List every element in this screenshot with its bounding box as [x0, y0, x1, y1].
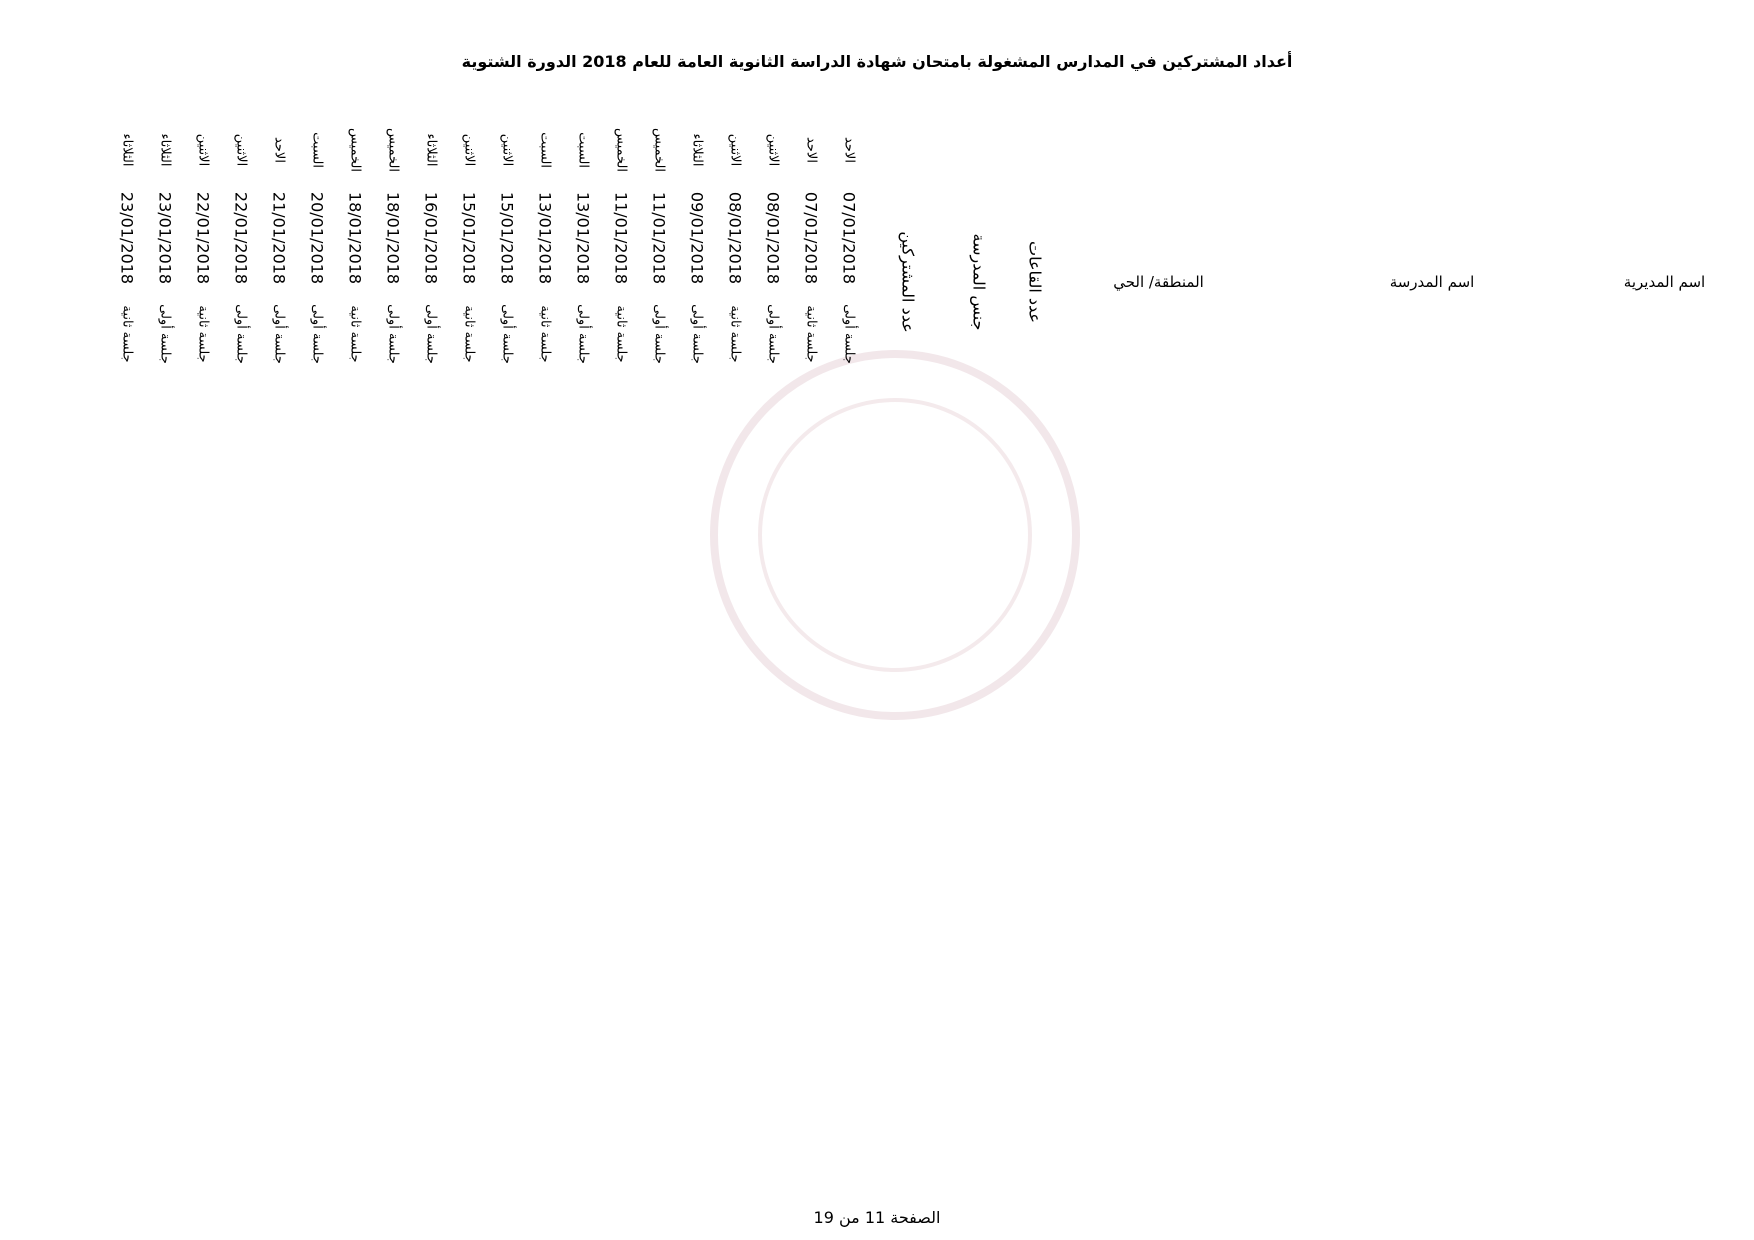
session-date-header	[602, 185, 640, 290]
session-date-header-text: 08/01/2018	[763, 191, 783, 284]
session-day-header-text: الخميس	[347, 128, 363, 172]
session-number-header-text: جلسة ثانية	[195, 305, 211, 363]
session-date-header-text: 20/01/2018	[307, 191, 327, 284]
gender-header	[948, 185, 1010, 378]
session-number-header-text: جلسة أولى	[423, 304, 439, 364]
session-day-header	[640, 115, 678, 185]
session-date-header	[526, 185, 564, 290]
halls-header	[1010, 185, 1060, 378]
session-day-header	[830, 115, 868, 185]
session-day-header-text: الاثنين	[765, 133, 781, 167]
session-day-header	[108, 115, 146, 185]
session-day-header-text: الخميس	[613, 128, 629, 172]
session-day-header-text: الاحد	[803, 137, 819, 163]
session-date-header-text: 23/01/2018	[117, 191, 137, 284]
session-date-header-text: 23/01/2018	[155, 191, 175, 284]
session-number-header-text: جلسة أولى	[841, 304, 857, 364]
page-footer: الصفحة 11 من 19	[813, 1208, 941, 1227]
session-day-header	[678, 115, 716, 185]
session-day-header	[488, 115, 526, 185]
session-number-header	[336, 290, 374, 378]
session-day-header-text: الاثنين	[233, 133, 249, 167]
session-number-header	[602, 290, 640, 378]
session-day-header	[336, 115, 374, 185]
session-date-header-text: 13/01/2018	[535, 191, 555, 284]
session-number-header	[564, 290, 602, 378]
session-date-header	[336, 185, 374, 290]
session-day-header-text: السبت	[537, 132, 553, 168]
session-number-header-text: جلسة أولى	[233, 304, 249, 364]
session-date-header-text: 18/01/2018	[383, 191, 403, 284]
session-number-header-text: جلسة أولى	[157, 304, 173, 364]
session-date-header-text: 22/01/2018	[193, 191, 213, 284]
session-date-header-text: 11/01/2018	[649, 191, 669, 284]
session-number-header	[222, 290, 260, 378]
session-day-header-text: الاحد	[841, 137, 857, 163]
session-number-header-text: جلسة ثانية	[803, 305, 819, 363]
session-number-header-text: جلسة أولى	[271, 304, 287, 364]
session-date-header-text: 07/01/2018	[839, 191, 859, 284]
session-day-header	[716, 115, 754, 185]
session-day-header-text: الثلاثاء	[689, 133, 705, 167]
session-date-header	[488, 185, 526, 290]
session-number-header-text: جلسة ثانية	[613, 305, 629, 363]
session-number-header	[792, 290, 830, 378]
session-day-header-text: الاثنين	[195, 133, 211, 167]
session-date-header	[298, 185, 336, 290]
session-date-header	[260, 185, 298, 290]
session-number-header-text: جلسة أولى	[575, 304, 591, 364]
session-day-header	[450, 115, 488, 185]
session-date-header-text: 08/01/2018	[725, 191, 745, 284]
session-date-header	[716, 185, 754, 290]
session-date-header	[640, 185, 678, 290]
session-number-header-text: جلسة ثانية	[727, 305, 743, 363]
session-day-header	[792, 115, 830, 185]
session-number-header	[450, 290, 488, 378]
session-day-header-text: الثلاثاء	[119, 133, 135, 167]
participants-header-text: عدد المشتركين	[898, 230, 918, 333]
session-day-header-text: الثلاثاء	[423, 133, 439, 167]
session-date-header	[754, 185, 792, 290]
session-number-header	[108, 290, 146, 378]
school-header: اسم المدرسة	[1389, 272, 1475, 291]
session-day-header	[260, 115, 298, 185]
session-date-header-text: 18/01/2018	[345, 191, 365, 284]
session-number-header	[146, 290, 184, 378]
session-day-header	[412, 115, 450, 185]
session-date-header-text: 09/01/2018	[687, 191, 707, 284]
page-title: أعداد المشتركين في المدارس المشغولة بامتحان شهادة الدراسة الثانوية العامة للعام 2018 الدورة الشتوية	[461, 52, 1293, 71]
session-number-header-text: جلسة أولى	[765, 304, 781, 364]
session-day-header	[526, 115, 564, 185]
session-number-header-text: جلسة ثانية	[347, 305, 363, 363]
session-day-header-text: الثلاثاء	[157, 133, 173, 167]
session-date-header	[374, 185, 412, 290]
session-number-header	[754, 290, 792, 378]
session-date-header	[184, 185, 222, 290]
session-day-header	[564, 115, 602, 185]
session-day-header	[146, 115, 184, 185]
session-date-header	[678, 185, 716, 290]
session-date-header	[222, 185, 260, 290]
session-number-header-text: جلسة أولى	[651, 304, 667, 364]
session-day-header	[374, 115, 412, 185]
session-number-header	[716, 290, 754, 378]
session-day-header-text: الاحد	[271, 137, 287, 163]
session-number-header	[374, 290, 412, 378]
session-number-header	[488, 290, 526, 378]
session-number-header	[678, 290, 716, 378]
session-day-header-text: الاثنين	[499, 133, 515, 167]
session-day-header-text: السبت	[575, 132, 591, 168]
participants-header	[868, 185, 948, 378]
session-day-header-text: الخميس	[651, 128, 667, 172]
session-number-header	[298, 290, 336, 378]
session-date-header-text: 07/01/2018	[801, 191, 821, 284]
session-date-header-text: 15/01/2018	[459, 191, 479, 284]
session-day-header	[184, 115, 222, 185]
session-date-header-text: 13/01/2018	[573, 191, 593, 284]
session-date-header-text: 16/01/2018	[421, 191, 441, 284]
session-date-header-text: 15/01/2018	[497, 191, 517, 284]
session-number-header-text: جلسة أولى	[689, 304, 705, 364]
session-number-header-text: جلسة أولى	[385, 304, 401, 364]
gender-header-text: جنس المدرسة	[969, 233, 989, 330]
session-date-header	[830, 185, 868, 290]
session-number-header-text: جلسة ثانية	[537, 305, 553, 363]
session-date-header-text: 21/01/2018	[269, 191, 289, 284]
session-date-header	[412, 185, 450, 290]
session-number-header-text: جلسة ثانية	[119, 305, 135, 363]
session-number-header	[412, 290, 450, 378]
directorate-header: اسم المديرية	[1623, 272, 1706, 291]
session-number-header	[260, 290, 298, 378]
session-day-header-text: الاثنين	[727, 133, 743, 167]
session-date-header	[146, 185, 184, 290]
session-number-header	[526, 290, 564, 378]
session-number-header	[184, 290, 222, 378]
session-number-header-text: جلسة أولى	[309, 304, 325, 364]
session-day-header	[602, 115, 640, 185]
session-day-header-text: الاثنين	[461, 133, 477, 167]
session-day-header	[222, 115, 260, 185]
session-day-header-text: السبت	[309, 132, 325, 168]
session-date-header-text: 11/01/2018	[611, 191, 631, 284]
halls-header-text: عدد القاعات	[1025, 240, 1045, 323]
district-header: المنطقة/ الحي	[1113, 272, 1204, 291]
session-date-header	[792, 185, 830, 290]
session-date-header	[450, 185, 488, 290]
session-day-header-text: الخميس	[385, 128, 401, 172]
session-day-header	[298, 115, 336, 185]
session-number-header-text: جلسة أولى	[499, 304, 515, 364]
session-number-header-text: جلسة ثانية	[461, 305, 477, 363]
session-number-header	[640, 290, 678, 378]
session-date-header-text: 22/01/2018	[231, 191, 251, 284]
session-day-header	[754, 115, 792, 185]
session-number-header	[830, 290, 868, 378]
session-date-header	[564, 185, 602, 290]
session-date-header	[108, 185, 146, 290]
